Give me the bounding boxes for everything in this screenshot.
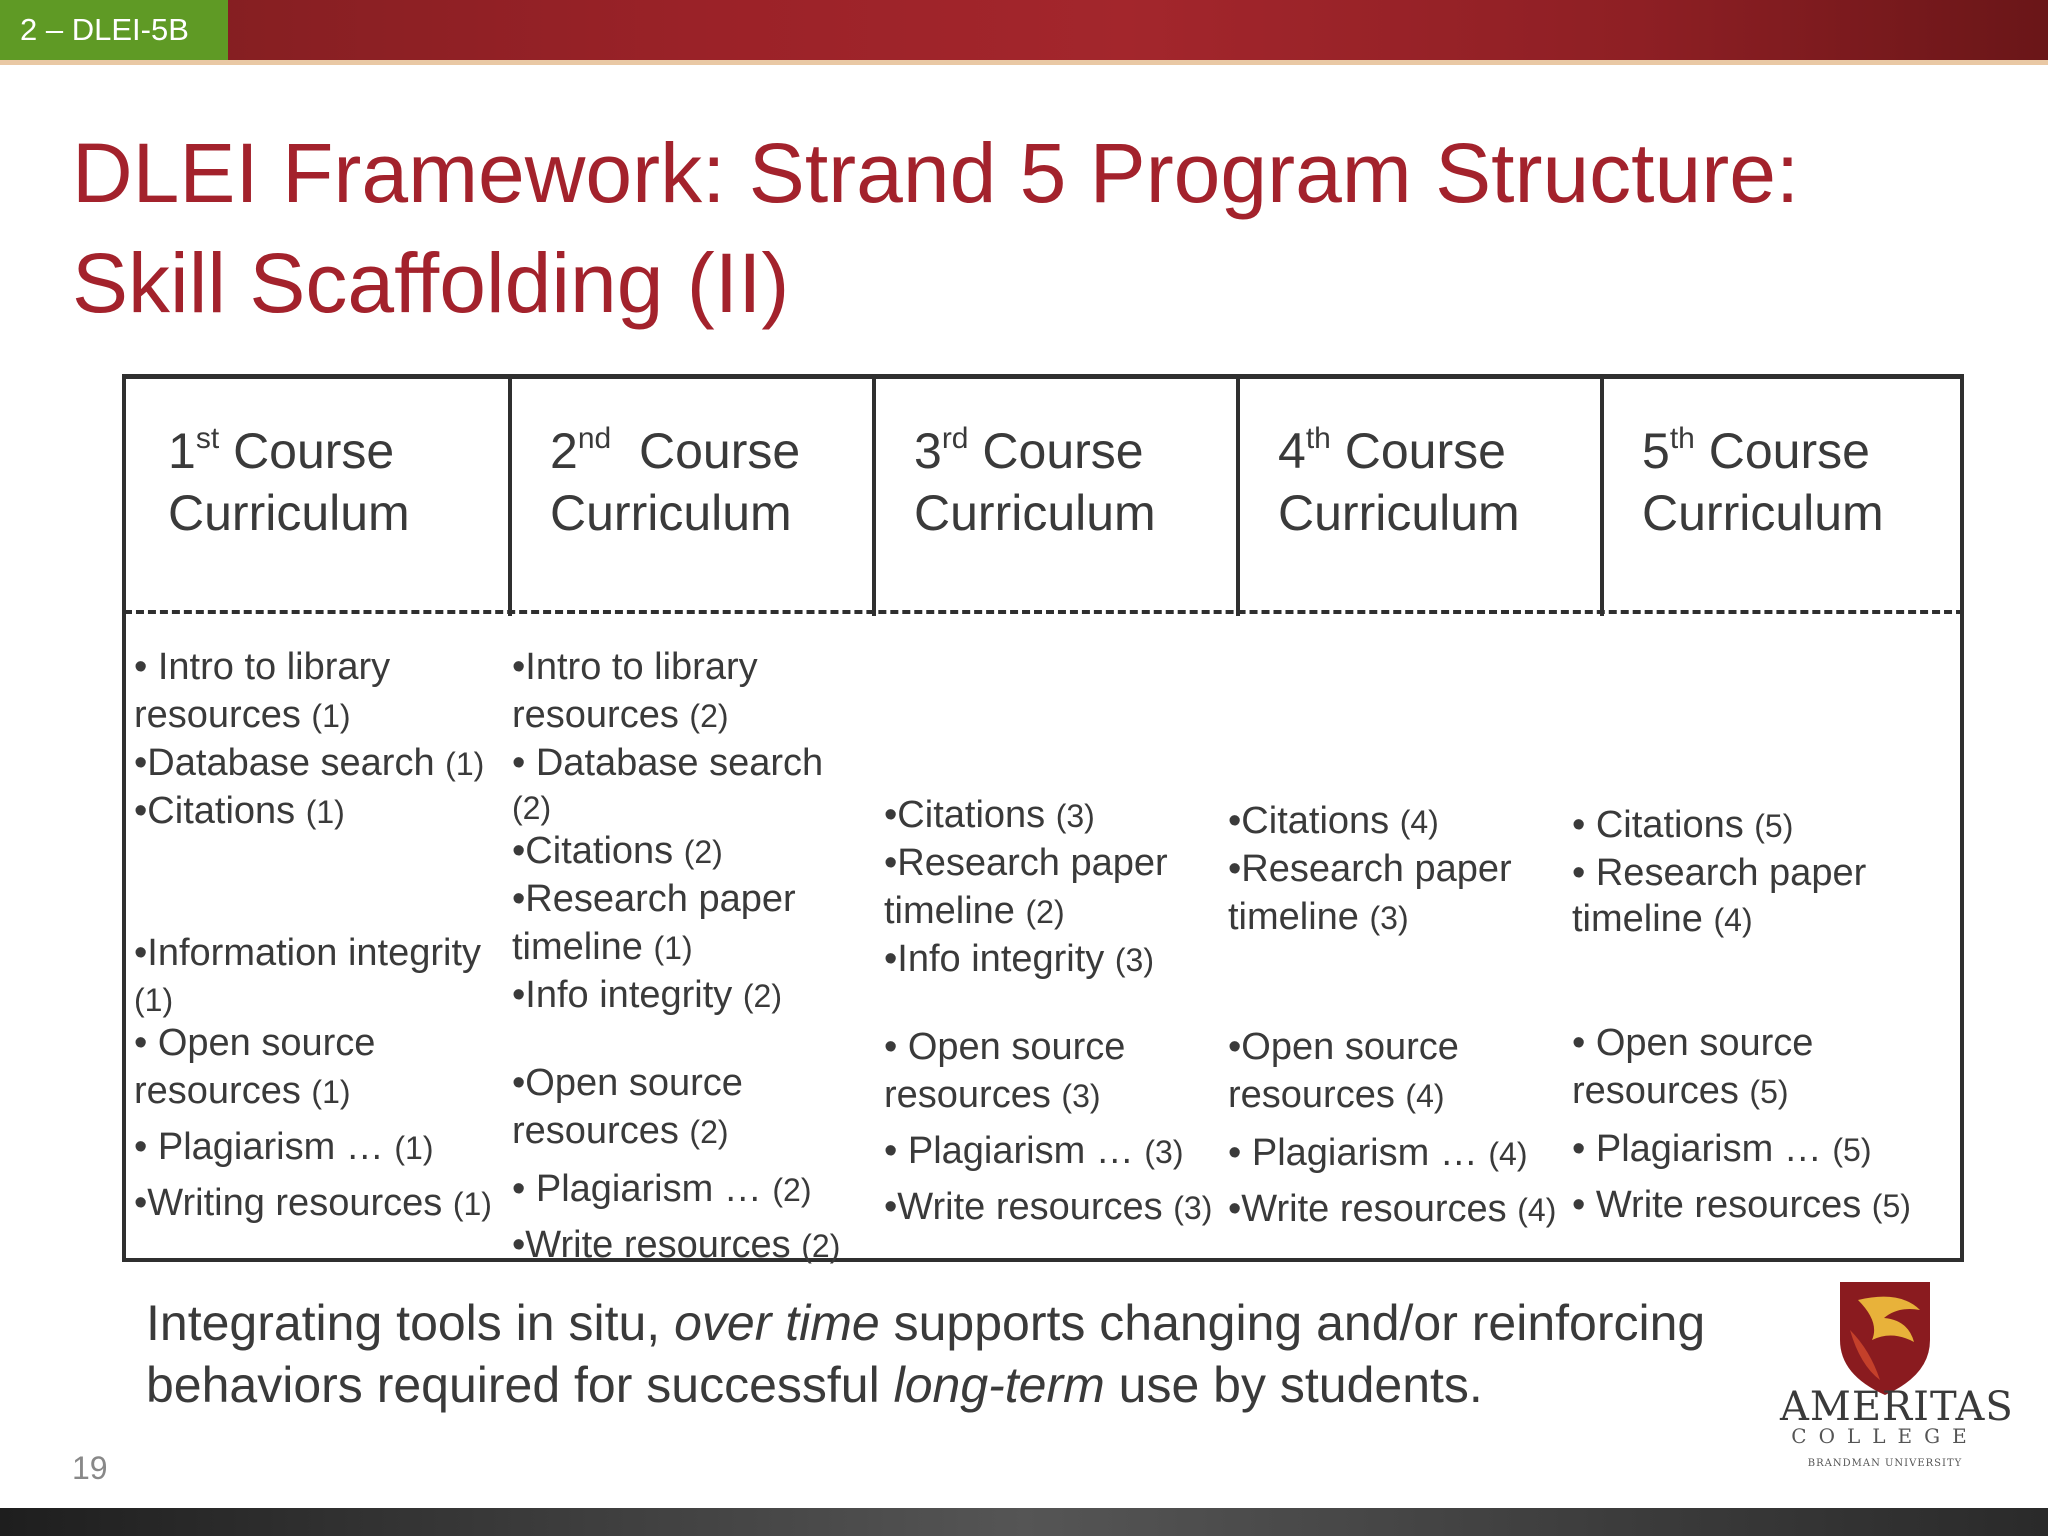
list-item: •Intro to library (512, 646, 758, 688)
list-item: • Database search (512, 742, 824, 784)
slide-tag: 2 – DLEI-5B (0, 0, 228, 60)
list-item: timeline (4) (1572, 898, 1753, 940)
list-item: resources (1) (134, 1070, 351, 1112)
list-item: resources (5) (1572, 1070, 1789, 1112)
column-divider (1600, 376, 1604, 616)
list-item: •Info integrity (2) (512, 974, 782, 1016)
list-item: •Citations (3) (884, 794, 1095, 836)
list-item: resources (1) (134, 694, 351, 736)
slide-title (72, 118, 1992, 338)
list-item: • Plagiarism … (2) (512, 1168, 812, 1210)
banner-stripe (0, 60, 2048, 65)
column-header-5: 5th Course Curriculum (1642, 422, 1884, 541)
list-item: • Open source (134, 1022, 376, 1064)
list-item: • Plagiarism … (3) (884, 1130, 1184, 1172)
list-item: •Research paper (512, 878, 796, 920)
list-item: •Write resources (3) (884, 1186, 1213, 1228)
list-item: • Citations (5) (1572, 804, 1794, 846)
list-item: •Write resources (2) (512, 1224, 841, 1266)
column-divider (872, 376, 876, 616)
bottom-banner (0, 1508, 2048, 1536)
list-item: • Open source (884, 1026, 1126, 1068)
list-item: •Research paper (884, 842, 1168, 884)
list-item: (2) (512, 790, 552, 826)
list-item: • Open source (1572, 1022, 1814, 1064)
title-line-1: DLEI Framework: Strand 5 Program Structure: (72, 126, 1800, 220)
list-item: •Database search (1) (134, 742, 485, 784)
list-item: • Plagiarism … (4) (1228, 1132, 1528, 1174)
list-item: resources (2) (512, 694, 729, 736)
list-item: (1) (134, 982, 174, 1018)
column-header-1: 1st Course Curriculum (168, 422, 410, 541)
list-item: • Plagiarism … (1) (134, 1126, 434, 1168)
column-header-2: 2nd Course Curriculum (550, 422, 801, 541)
list-item: •Writing resources (1) (134, 1182, 492, 1224)
list-item: • Write resources (5) (1572, 1184, 1911, 1226)
logo-subtitle: COLLEGE (1791, 1424, 1979, 1448)
slide-caption: Integrating tools in situ, over time supports changing and/or reinforcing behaviors required for successful long-term use by students. (146, 1295, 1706, 1413)
list-item: timeline (2) (884, 890, 1065, 932)
list-item: • Plagiarism … (5) (1572, 1128, 1872, 1170)
list-item: • Research paper (1572, 852, 1867, 894)
list-item: •Information integrity (134, 932, 482, 974)
list-item: •Research paper (1228, 848, 1512, 890)
list-item: •Citations (4) (1228, 800, 1439, 842)
logo-wordmark: AMERITAS (1780, 1384, 2014, 1430)
list-item: resources (2) (512, 1110, 729, 1152)
title-line-2: Skill Scaffolding (II) (72, 236, 790, 330)
page-number: 19 (72, 1450, 108, 1486)
column-divider (1236, 376, 1240, 616)
column-header-4: 4th Course Curriculum (1278, 422, 1520, 541)
column-divider (508, 376, 512, 616)
list-item: resources (3) (884, 1074, 1101, 1116)
list-item: •Open source (1228, 1026, 1459, 1068)
column-header-3: 3rd Course Curriculum (914, 422, 1156, 541)
list-item: • Intro to library (134, 646, 391, 688)
top-banner (0, 0, 2048, 60)
logo-affiliation: BRANDMAN UNIVERSITY (1807, 1458, 1963, 1469)
list-item: •Info integrity (3) (884, 938, 1154, 980)
list-item: •Citations (2) (512, 830, 723, 872)
list-item: •Citations (1) (134, 790, 345, 832)
list-item: resources (4) (1228, 1074, 1445, 1116)
header-dashed-separator (124, 610, 1964, 614)
list-item: •Open source (512, 1062, 743, 1104)
list-item: timeline (3) (1228, 896, 1409, 938)
list-item: •Write resources (4) (1228, 1188, 1557, 1230)
list-item: timeline (1) (512, 926, 693, 968)
